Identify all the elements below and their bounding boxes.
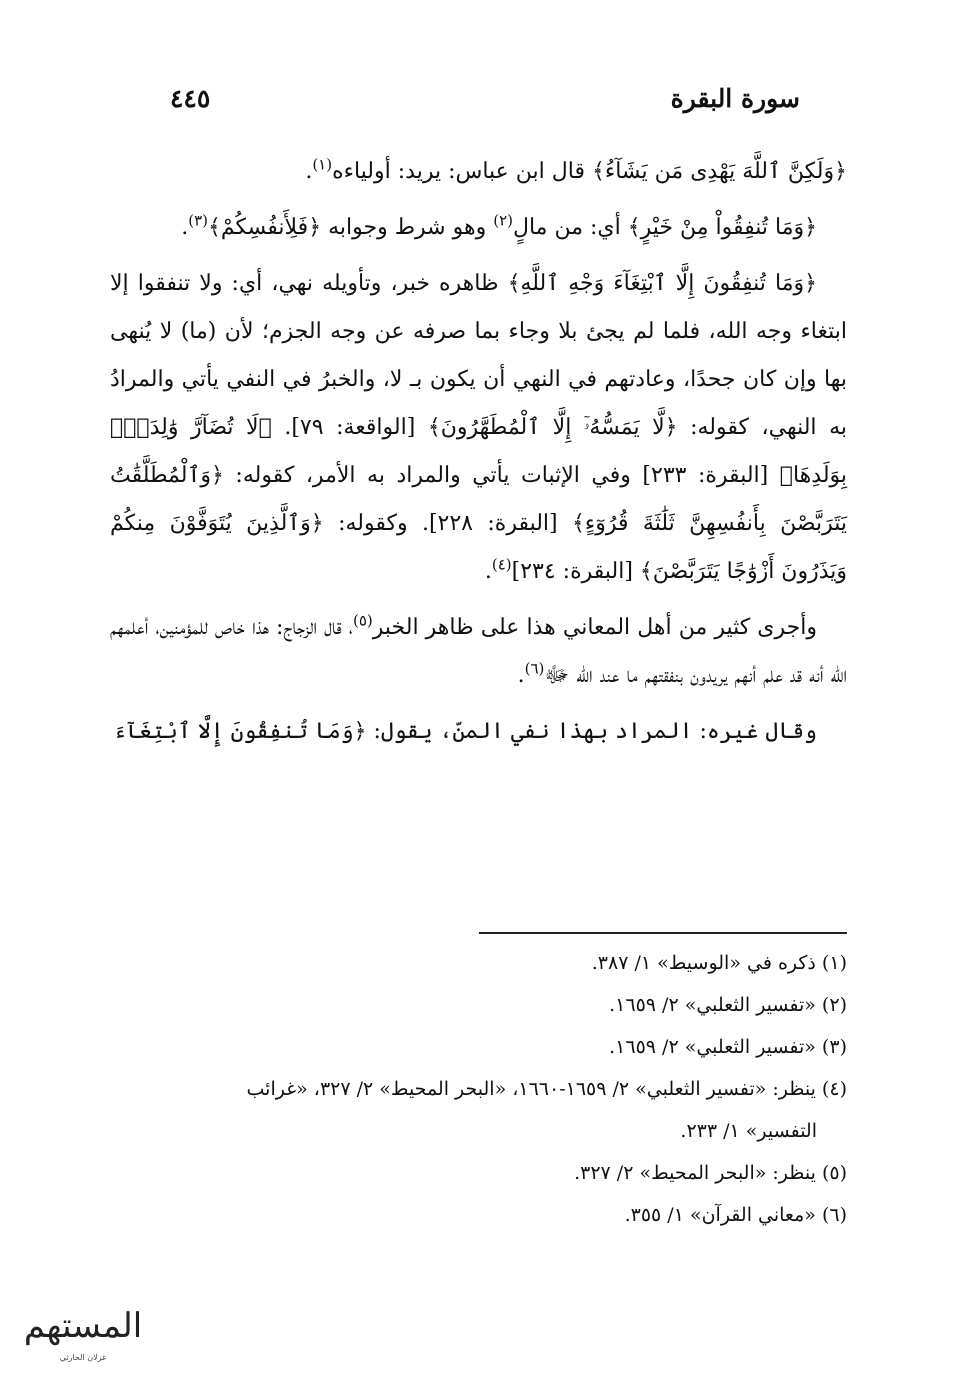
quran-verse: ﴿وَمَا تُنفِقُواْ مِنْ خَيْرٍ﴾ [627, 215, 817, 240]
footnote [110, 942, 847, 984]
page-number: ٤٤٥ [170, 84, 211, 113]
footnote-text: (٢) «تفسير الثعلبي» ٢/ ١٦٥٩. [609, 994, 847, 1016]
paragraph-text: ، قال الزجاج: هذا خاص للمؤمنين، أعلمهم الله أنه قد علم أنهم يريدون بنفقتهم ما عند الله [110, 615, 847, 688]
quran-verse: ﴿فَلِأَنفُسِكُمْ﴾ [208, 215, 322, 240]
footnote [110, 1194, 847, 1236]
footnotes [110, 942, 847, 1236]
watermark-logo [8, 1298, 158, 1362]
footnote-continuation: التفسير» ١/ ٢٣٣. [680, 1120, 817, 1142]
paragraph-text: [البقرة: ٢٢٨]. وكقوله: [323, 511, 573, 536]
paragraph [110, 604, 847, 700]
footnote-marker: (٤) [491, 555, 512, 574]
footnote-text: (١) ذكره في «الوسيط» ١/ ٣٨٧. [591, 952, 847, 974]
paragraph-text: . [484, 559, 492, 584]
paragraph-text: . [181, 215, 189, 240]
footnote-divider [479, 932, 847, 934]
paragraph-text: [الواقعة: ٧٩]. [271, 415, 428, 440]
main-text [110, 148, 847, 764]
footnote [110, 984, 847, 1026]
footnote-marker: (٢) [493, 211, 513, 230]
footnote [110, 1068, 847, 1152]
watermark-subtext: غزلان الحارثي [59, 1353, 107, 1362]
footnote-marker: (١) [312, 155, 333, 174]
quran-verse: ﴿وَمَا تُنفِقُونَ إِلَّا ٱبْتِغَآءَ [113, 719, 367, 744]
paragraph-text: وقال غيره: المراد بهذا نفي المنّ، يقول: [366, 719, 817, 744]
quran-verse: ﴿وَٱلْمُطَلَّقَٰتُ يَتَرَبَّصْنَ بِأَنفُسِهِنَّ ثَلَٰثَةَ قُرُوٓءٍ﴾ [110, 463, 847, 536]
surah-title: سورة البقرة [670, 84, 800, 113]
paragraph [110, 260, 847, 596]
paragraph [110, 148, 847, 196]
paragraph-text: وهو شرط وجوابه [321, 215, 494, 240]
paragraph-text: قال ابن عباس: يريد: أولياءه [332, 159, 592, 184]
paragraph-text: [البقرة: ٢٣٣] وفي الإثبات يأتي والمراد به الأمر، كقوله: [223, 463, 780, 488]
quran-verse: ﴿لَّا يَمَسُّهُۥٓ إِلَّا ٱلْمُطَهَّرُونَ﴾ [427, 415, 678, 440]
watermark-text: المستهم [23, 1306, 143, 1346]
quran-verse: ﷻ [544, 663, 570, 688]
footnote-text: (٤) ينظر: «تفسير الثعلبي» ٢/ ١٦٥٩-١٦٦٠، «البحر المحيط» ٢/ ٣٢٧، «غرائب [246, 1078, 847, 1100]
paragraph-text: [البقرة: ٢٣٤] [511, 559, 640, 584]
paragraph-text: أي: من مالٍ [512, 215, 628, 240]
paragraph-text: وأجرى كثير من أهل المعاني هذا على ظاهر الخبر [372, 615, 817, 640]
paragraph-text: . [517, 663, 525, 688]
footnote-marker: (٣) [188, 211, 208, 230]
footnote [110, 1152, 847, 1194]
quran-verse: ﴿وَلَكِنَّ ٱللَّهَ يَهْدِى مَن يَشَآءُ﴾ [591, 159, 847, 184]
footnote-marker: (٥) [353, 611, 373, 630]
quran-verse: ﴿وَٱلَّذِينَ يُتَوَفَّوْنَ مِنكُمْ وَيَذَرُونَ أَزْوَٰجًا يَتَرَبَّصْنَ﴾ [110, 511, 847, 584]
footnote-text: (٦) «معاني القرآن» ١/ ٣٥٥. [624, 1204, 847, 1226]
quran-verse: ﴿لَا تُضَآرَّ وَٰلِدَةٌۢ بِوَلَدِهَا﴾ [110, 415, 848, 488]
footnote [110, 1026, 847, 1068]
paragraph-text: ظاهره خبر، وتأويله نهي، أي: ولا تنفقوا إلا ابتغاء وجه الله، فلما لم يجئ بلا وجاء بما صرفه عن وجه الجزم؛ لأن (ما) لا يُنهى بها وإن كان جحدًا، وعادتهم في النهي أن يكون بـ لا، والخبرُ في النفي يأتي والمرادُ به النهي، كقوله: [110, 271, 847, 440]
footnote-text: (٣) «تفسير الثعلبي» ٢/ ١٦٥٩. [609, 1036, 847, 1058]
footnote-marker: (٦) [524, 659, 545, 678]
footnote-text: (٥) ينظر: «البحر المحيط» ٢/ ٣٢٧. [574, 1162, 847, 1184]
paragraph [110, 708, 847, 756]
page-header [170, 84, 800, 124]
quran-verse: ﴿وَمَا تُنفِقُونَ إِلَّا ٱبْتِغَآءَ وَجْهِ ٱللَّهِ﴾ [507, 271, 818, 296]
paragraph-text: . [305, 159, 313, 184]
paragraph [110, 204, 847, 252]
